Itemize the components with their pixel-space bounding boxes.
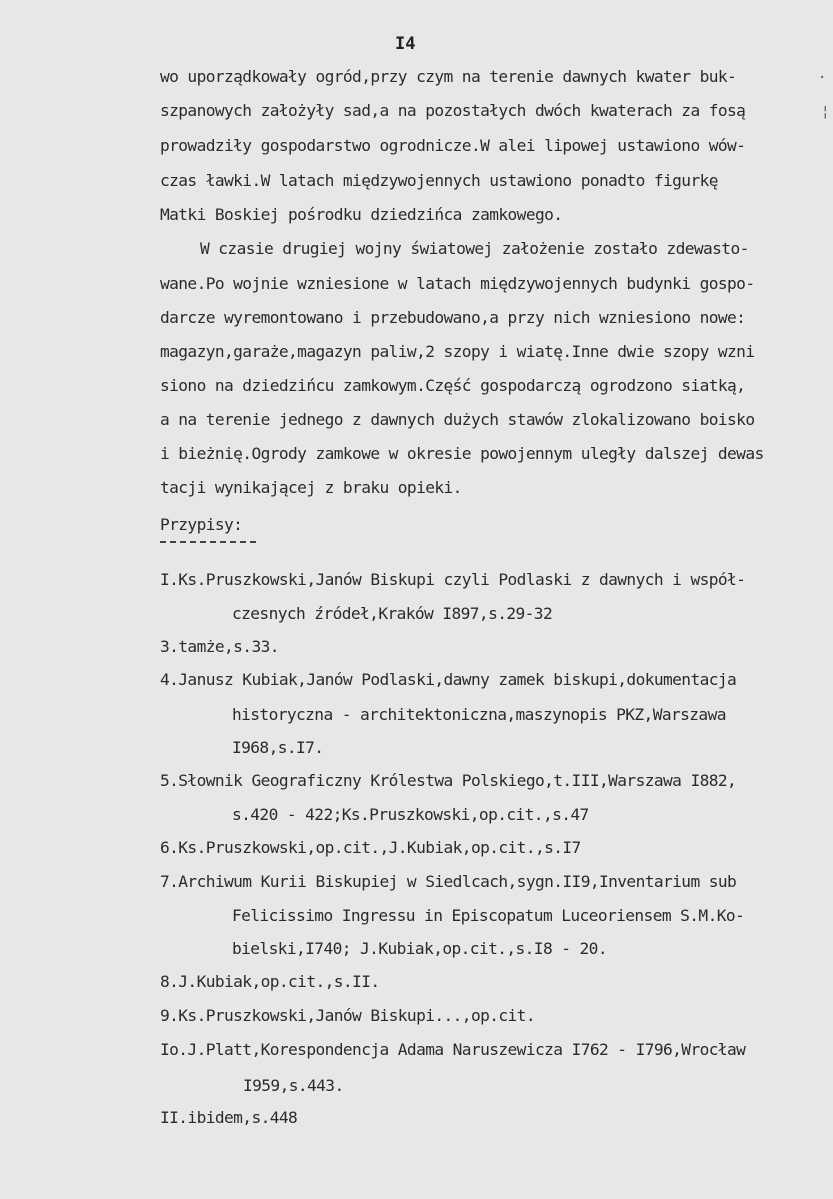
body-line: W czasie drugiej wojny światowej założenie zostało zdewasto-	[200, 239, 749, 258]
body-line: siono na dziedzińcu zamkowym.Część gospodarczą ogrodzono siatką,	[160, 376, 746, 395]
body-line: magazyn,garaże,magazyn paliw,2 szopy i wiatę.Inne dwie szopy wzni	[160, 342, 755, 361]
body-line: a na terenie jednego z dawnych dużych stawów zlokalizowano boisko	[160, 410, 755, 429]
body-line: tacji wynikającej z braku opieki.	[160, 478, 462, 497]
footnote-line: s.420 - 422;Ks.Pruszkowski,op.cit.,s.47	[232, 805, 589, 824]
body-line: wane.Po wojnie wzniesione w latach międzywojennych budynki gospo-	[160, 274, 755, 293]
footnote-line: II.ibidem,s.448	[160, 1108, 298, 1127]
footnote-line: bielski,I740; J.Kubiak,op.cit.,s.I8 - 20.	[232, 939, 607, 958]
footnote-line: 7.Archiwum Kurii Biskupiej w Siedlcach,sygn.II9,Inventarium sub	[160, 872, 737, 891]
footnote-line: 9.Ks.Pruszkowski,Janów Biskupi...,op.cit.	[160, 1006, 535, 1025]
page-number: I4	[395, 34, 416, 54]
body-line: prowadziły gospodarstwo ogrodnicze.W alei lipowej ustawiono wów-	[160, 136, 746, 155]
footnote-line: 6.Ks.Pruszkowski,op.cit.,J.Kubiak,op.cit.,s.I7	[160, 838, 581, 857]
body-line: i bieżnię.Ogrody zamkowe w okresie powojennym uległy dalszej dewas	[160, 444, 764, 463]
footnote-line: I968,s.I7.	[232, 738, 324, 757]
heading-underline	[160, 541, 256, 543]
footnote-line: 8.J.Kubiak,op.cit.,s.II.	[160, 972, 380, 991]
body-line: czas ławki.W latach międzywojennych ustawiono ponadto figurkę	[160, 171, 718, 190]
body-line: wo uporządkowały ogród,przy czym na terenie dawnych kwater buk-	[160, 67, 737, 86]
footnote-line: czesnych źródeł,Kraków I897,s.29-32	[232, 604, 553, 623]
edge-speck: ¦	[821, 104, 830, 120]
footnote-line: 4.Janusz Kubiak,Janów Podlaski,dawny zamek biskupi,dokumentacja	[160, 670, 737, 689]
body-line: szpanowych założyły sad,a na pozostałych dwóch kwaterach za fosą	[160, 101, 746, 120]
body-line: Matki Boskiej pośrodku dziedzińca zamkowego.	[160, 205, 563, 224]
footnote-line: Io.J.Platt,Korespondencja Adama Naruszewicza I762 - I796,Wrocław	[160, 1040, 746, 1059]
footnote-line: I959,s.443.	[243, 1076, 344, 1095]
body-line: darcze wyremontowano i przebudowano,a przy nich wzniesiono nowe:	[160, 308, 746, 327]
footnotes-heading: Przypisy:	[160, 515, 243, 534]
edge-speck: ·	[818, 70, 827, 86]
footnote-line: I.Ks.Pruszkowski,Janów Biskupi czyli Podlaski z dawnych i współ-	[160, 570, 746, 589]
footnote-line: 3.tamże,s.33.	[160, 637, 279, 656]
footnote-line: Felicissimo Ingressu in Episcopatum Luceoriensem S.M.Ko-	[232, 906, 745, 925]
footnote-line: historyczna - architektoniczna,maszynopis PKZ,Warszawa	[232, 705, 726, 724]
footnote-line: 5.Słownik Geograficzny Królestwa Polskiego,t.III,Warszawa I882,	[160, 771, 737, 790]
